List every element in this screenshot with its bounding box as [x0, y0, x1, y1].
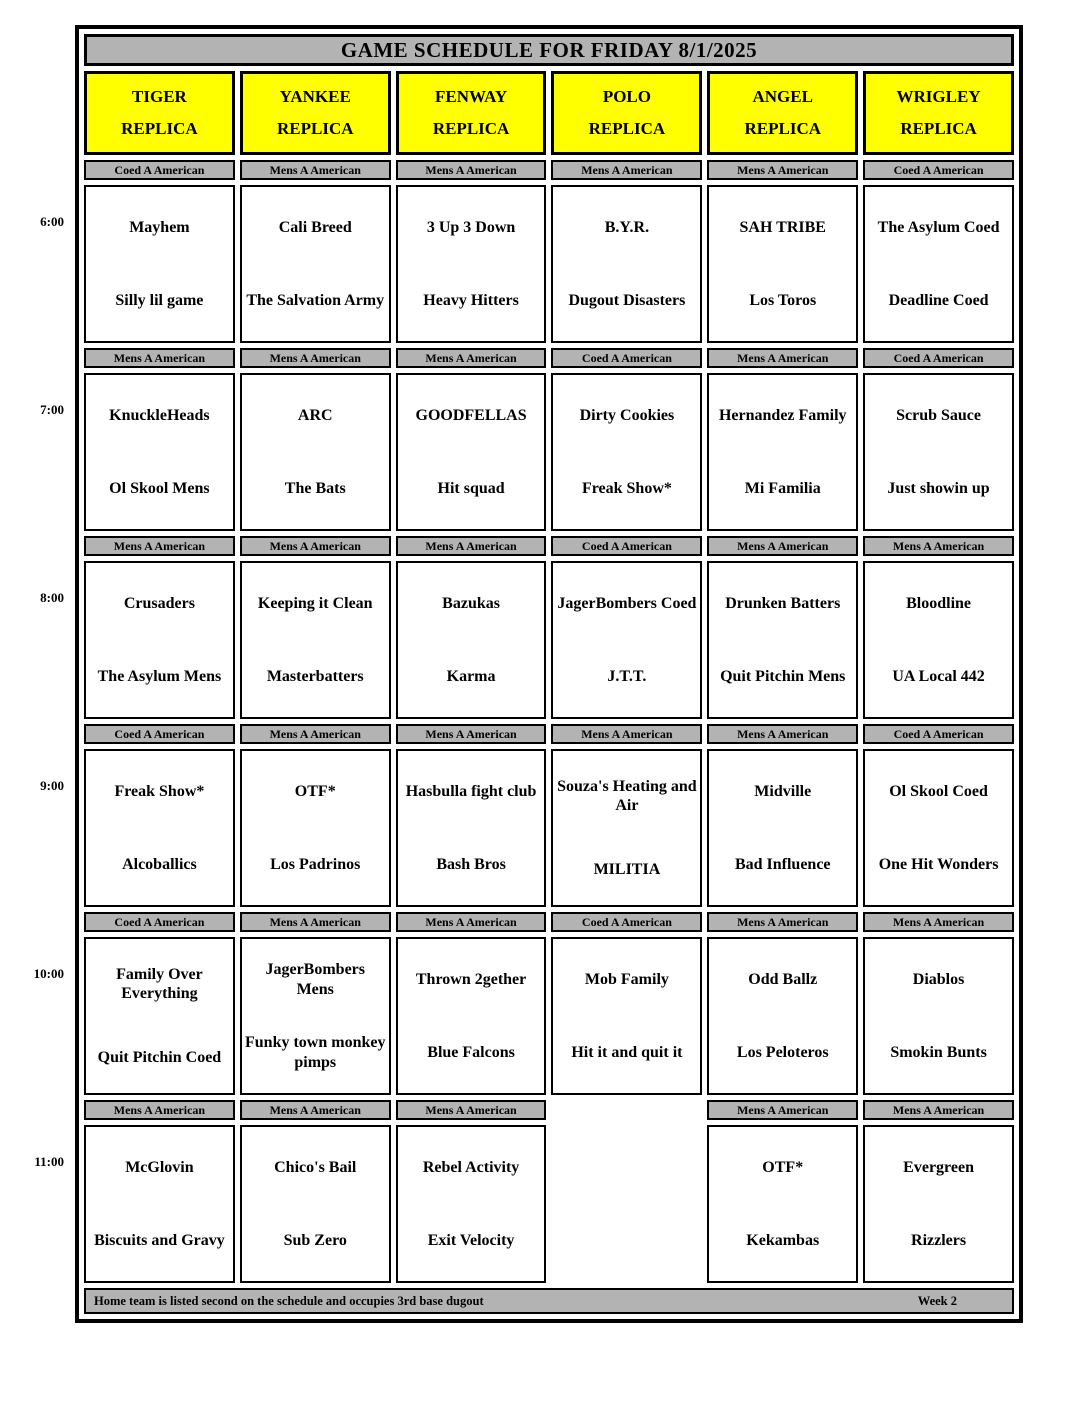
league-strip: Mens A American [84, 1100, 235, 1120]
game-cell [84, 373, 235, 531]
game-cell [551, 749, 702, 907]
league-strip: Mens A American [396, 724, 547, 744]
game-cell [863, 185, 1014, 343]
league-strip: Coed A American [84, 724, 235, 744]
home-team-name: Heavy Hitters [423, 291, 519, 309]
time-label: 6:00 [40, 214, 64, 229]
game-cell [84, 561, 235, 719]
league-strip: Mens A American [551, 160, 702, 180]
away-team-name: Crusaders [123, 594, 195, 612]
league-strip: Mens A American [707, 536, 858, 556]
away-team-name: KnuckleHeads [109, 406, 210, 424]
away-team-name: Evergreen [903, 1158, 974, 1176]
game-cell [396, 1125, 547, 1283]
away-team-name: Hernandez Family [718, 406, 847, 424]
game-cell [396, 373, 547, 531]
time-label: 8:00 [40, 590, 64, 605]
stadium-header [84, 71, 235, 155]
home-team-name: Bash Bros [436, 855, 506, 873]
home-team-name: Freak Show* [581, 479, 672, 497]
away-team-name: Bazukas [442, 594, 500, 612]
game-cell [863, 937, 1014, 1095]
home-team-name: Deadline Coed [888, 291, 989, 309]
league-strip: Mens A American [240, 1100, 391, 1120]
away-team-name: Rebel Activity [422, 1158, 520, 1176]
game-cell [84, 185, 235, 343]
away-team-name: GOODFELLAS [415, 406, 527, 424]
time-label: 11:00 [34, 1154, 64, 1169]
time-label: 7:00 [40, 402, 64, 417]
away-team-name: Diablos [912, 970, 965, 988]
game-cell [240, 185, 391, 343]
league-strip: Mens A American [240, 536, 391, 556]
league-strip [551, 1100, 702, 1120]
home-team-name: Silly lil game [115, 291, 204, 309]
away-team-name: Scrub Sauce [896, 406, 982, 424]
game-cell [396, 749, 547, 907]
stadium-header [396, 71, 547, 155]
page-title: GAME SCHEDULE FOR FRIDAY 8/1/2025 [84, 34, 1014, 66]
league-strip: Mens A American [707, 912, 858, 932]
home-team-name: Los Padrinos [270, 855, 361, 873]
home-team-name: Quit Pitchin Coed [97, 1048, 222, 1066]
league-strip: Mens A American [240, 160, 391, 180]
league-strip: Mens A American [863, 536, 1014, 556]
game-cell [240, 561, 391, 719]
game-cell [863, 373, 1014, 531]
league-strip: Mens A American [240, 724, 391, 744]
league-strip: Mens A American [84, 348, 235, 368]
stadium-name: WRIGLEY [896, 86, 981, 106]
week-label: Week 2 [917, 1293, 957, 1308]
away-team-name: Ol Skool Coed [889, 782, 988, 800]
away-team-name: Hasbulla fight club [405, 782, 537, 800]
home-team-name: Rizzlers [911, 1231, 967, 1249]
stadium-sub: REPLICA [121, 119, 198, 139]
league-strip: Coed A American [863, 160, 1014, 180]
game-cell [551, 185, 702, 343]
game-cell [396, 561, 547, 719]
league-strip: Mens A American [240, 348, 391, 368]
stadium-header [707, 71, 858, 155]
home-team-name: Mi Familia [744, 479, 821, 497]
schedule-grid [84, 71, 1014, 1283]
schedule-table [75, 25, 1023, 1323]
home-team-name: The Bats [284, 479, 346, 497]
game-cell [707, 749, 858, 907]
home-team-name: Sub Zero [283, 1231, 347, 1249]
game-cell [707, 561, 858, 719]
away-team-name: Odd Ballz [748, 970, 818, 988]
game-cell [551, 1125, 702, 1283]
home-team-name: Alcoballics [122, 855, 197, 873]
game-cell [84, 1125, 235, 1283]
game-cell [707, 373, 858, 531]
game-cell [863, 561, 1014, 719]
home-team-name: Los Peloteros [736, 1043, 829, 1061]
stadium-header [240, 71, 391, 155]
game-cell [551, 937, 702, 1095]
home-team-name: Hit it and quit it [571, 1043, 683, 1061]
league-strip: Coed A American [551, 536, 702, 556]
stadium-name: FENWAY [435, 86, 508, 106]
league-strip: Coed A American [863, 348, 1014, 368]
home-team-name: UA Local 442 [892, 667, 985, 685]
away-team-name: B.Y.R. [604, 218, 650, 236]
league-strip: Mens A American [707, 724, 858, 744]
home-team-name: Biscuits and Gravy [94, 1231, 225, 1249]
game-cell [240, 749, 391, 907]
home-team-name: One Hit Wonders [878, 855, 999, 873]
game-cell [707, 1125, 858, 1283]
stadium-header [551, 71, 702, 155]
away-team-name: JagerBombers Mens [265, 961, 365, 998]
league-strip: Coed A American [84, 912, 235, 932]
stadium-sub: REPLICA [588, 119, 666, 139]
league-strip: Mens A American [707, 348, 858, 368]
stadium-sub: REPLICA [744, 119, 821, 139]
home-team-name: Quit Pitchin Mens [720, 667, 846, 685]
home-team-name: Masterbatters [266, 667, 364, 685]
away-team-name: OTF* [294, 782, 336, 800]
game-cell [240, 373, 391, 531]
home-team-name: Bad Influence [734, 855, 831, 873]
game-cell [863, 1125, 1014, 1283]
home-team-name: Exit Velocity [427, 1231, 515, 1249]
away-team-name: Drunken Batters [725, 594, 841, 612]
game-cell [707, 185, 858, 343]
stadium-header [863, 71, 1014, 155]
stadium-sub: REPLICA [432, 119, 510, 139]
stadium-name: YANKEE [279, 86, 351, 106]
time-label: 10:00 [33, 966, 64, 981]
league-strip: Mens A American [863, 1100, 1014, 1120]
footer-note: Home team is listed second on the schedule and occupies 3rd base dugout [94, 1293, 484, 1308]
home-team-name: Blue Falcons [427, 1043, 515, 1061]
game-cell [396, 937, 547, 1095]
stadium-name: TIGER [132, 86, 187, 106]
league-strip: Mens A American [396, 160, 547, 180]
away-team-name: Bloodline [906, 594, 972, 612]
game-cell [863, 749, 1014, 907]
away-team-name: Freak Show* [114, 782, 205, 800]
league-strip: Mens A American [396, 1100, 547, 1120]
away-team-name: Mayhem [129, 218, 190, 236]
game-cell [84, 749, 235, 907]
game-cell [551, 373, 702, 531]
game-cell [551, 561, 702, 719]
league-strip: Mens A American [551, 724, 702, 744]
home-team-name: Ol Skool Mens [109, 479, 210, 497]
home-team-name: Smokin Bunts [890, 1043, 987, 1061]
home-team-name: The Salvation Army [246, 291, 385, 309]
home-team-name: The Asylum Mens [97, 667, 222, 685]
away-team-name: Midville [754, 782, 812, 800]
stadium-name: POLO [602, 86, 651, 106]
time-label: 9:00 [40, 778, 64, 793]
league-strip: Mens A American [396, 348, 547, 368]
away-team-name: Dirty Cookies [579, 406, 675, 424]
stadium-sub: REPLICA [276, 119, 354, 139]
home-team-name: Los Toros [749, 291, 817, 309]
home-team-name: Dugout Disasters [568, 291, 686, 309]
game-cell [240, 937, 391, 1095]
league-strip: Mens A American [396, 536, 547, 556]
home-team-name: J.T.T. [607, 667, 647, 685]
away-team-name: Souza's Heating and Air [557, 778, 697, 815]
league-strip: Mens A American [707, 1100, 858, 1120]
away-team-name: JagerBombers Coed [557, 594, 697, 612]
away-team-name: Cali Breed [278, 218, 352, 236]
footer-bar [84, 1288, 1014, 1314]
stadium-sub: REPLICA [900, 119, 977, 139]
league-strip: Mens A American [396, 912, 547, 932]
home-team-name: Just showin up [887, 479, 990, 497]
game-cell [240, 1125, 391, 1283]
home-team-name: Karma [446, 667, 496, 685]
game-cell [707, 937, 858, 1095]
league-strip: Coed A American [551, 912, 702, 932]
home-team-name: Hit squad [437, 479, 505, 497]
away-team-name: Mob Family [584, 970, 669, 988]
league-strip: Mens A American [240, 912, 391, 932]
away-team-name: Chico's Bail [274, 1158, 357, 1176]
away-team-name: OTF* [762, 1158, 804, 1176]
game-cell [396, 185, 547, 343]
league-strip: Coed A American [863, 724, 1014, 744]
away-team-name: Family Over Everything [116, 966, 203, 1003]
league-strip: Coed A American [84, 160, 235, 180]
away-team-name: The Asylum Coed [877, 218, 1000, 236]
league-strip: Coed A American [551, 348, 702, 368]
away-team-name: Thrown 2gether [415, 970, 527, 988]
away-team-name: ARC [297, 406, 333, 424]
stadium-name: ANGEL [752, 86, 813, 106]
league-strip: Mens A American [84, 536, 235, 556]
away-team-name: 3 Up 3 Down [426, 218, 516, 236]
game-cell [84, 937, 235, 1095]
home-team-name: Funky town monkey pimps [245, 1034, 386, 1071]
away-team-name: McGlovin [125, 1158, 194, 1176]
league-strip: Mens A American [863, 912, 1014, 932]
away-team-name: SAH TRIBE [739, 218, 826, 236]
league-strip: Mens A American [707, 160, 858, 180]
home-team-name: MILITIA [593, 860, 661, 878]
home-team-name: Kekambas [746, 1231, 820, 1249]
away-team-name: Keeping it Clean [257, 594, 373, 612]
